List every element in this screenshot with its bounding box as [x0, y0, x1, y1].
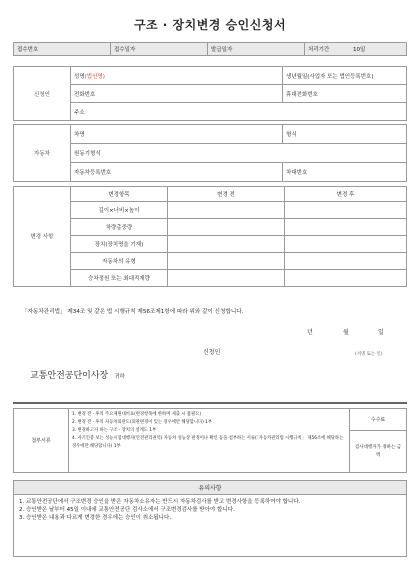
engine-field[interactable]	[71, 144, 407, 163]
after-field[interactable]	[285, 253, 407, 270]
birth-field[interactable]	[283, 67, 407, 85]
notice-body	[14, 495, 407, 557]
mobile-field[interactable]	[283, 85, 407, 103]
change-item-label: 자동차의 유형	[71, 253, 168, 270]
processing-days: 10일	[353, 47, 366, 53]
notice-table	[13, 480, 407, 557]
name-label: 성명	[74, 73, 85, 80]
date-day: 일	[378, 329, 384, 336]
car-name-field[interactable]	[71, 125, 283, 144]
processing-period-label: 처리기간	[308, 47, 330, 53]
change-item-label: 장치(장치명을 기재)	[71, 236, 168, 253]
before-field[interactable]	[168, 253, 285, 270]
after-field[interactable]	[285, 236, 407, 253]
issue-date-label: 발급일자	[208, 43, 305, 56]
document-item: 1. 변경 전 · 후의 주요제원대비표(변경항목에 한하며 제출 시 불필요)	[72, 412, 202, 417]
documents-list	[69, 409, 350, 473]
statement-text: 「자동차관리법」 제34조 및 같은 법 시행규칙 제56조제1항에 따라 위와 같이 신청합니다.	[22, 309, 244, 315]
recipient-name: 교통안전공단이사장	[30, 371, 109, 381]
address-label: 주소	[74, 109, 85, 116]
document-item: 3. 변경하고자 하는 구조 · 장치의 설계도 1부	[72, 428, 157, 433]
documents-label: 첨부서류	[14, 409, 69, 473]
changes-table	[13, 186, 407, 287]
name-field[interactable]	[71, 67, 283, 85]
car-reg-field[interactable]	[71, 163, 283, 182]
model-field[interactable]	[283, 125, 407, 144]
after-field[interactable]	[285, 219, 407, 236]
before-field[interactable]	[168, 236, 285, 253]
before-field[interactable]	[168, 270, 285, 287]
col-item-header: 변경항목	[71, 187, 168, 202]
header-table	[13, 42, 407, 56]
notice-item: 2. 승인받은 날부터 45일 이내에 교통안전공단 검사소에서 구조변경검사를 받아야 합니다.	[19, 507, 235, 513]
documents-table	[13, 408, 407, 473]
vin-field[interactable]	[283, 163, 407, 182]
mobile-label: 휴대전화번호	[286, 91, 318, 98]
divider	[13, 402, 407, 404]
vehicle-section-label: 자동차	[14, 125, 71, 182]
car-reg-label: 자동차등록번호	[74, 170, 112, 176]
fee-value: 검사대행자가 정하는 금액	[350, 431, 407, 473]
vehicle-table	[13, 124, 407, 182]
changes-section-label: 변경 사항	[14, 187, 71, 287]
corp-name-label: (법인명)	[84, 73, 105, 80]
receipt-date-label: 접수일자	[111, 43, 208, 56]
change-item-label: 길이×너비×높이	[71, 202, 168, 219]
phone-label: 전화번호	[74, 91, 96, 98]
birth-label: 생년월일(사업자 또는 법인등록번호)	[286, 73, 374, 80]
address-field[interactable]	[71, 103, 407, 121]
applicant-section-label: 신청인	[14, 67, 71, 121]
before-field[interactable]	[168, 202, 285, 219]
fee-label: 수수료	[350, 409, 407, 431]
applicant-sign-label: 신청인	[203, 349, 221, 356]
sign-note: (서명 또는 인)	[355, 352, 383, 357]
change-item-label: 승차정원 또는 최대적재량	[71, 270, 168, 287]
phone-field[interactable]	[71, 85, 283, 103]
recipient-suffix: 귀하	[114, 374, 125, 380]
receipt-no-label: 접수번호	[14, 43, 111, 56]
change-item-label: 차량총중량	[71, 219, 168, 236]
before-field[interactable]	[168, 219, 285, 236]
col-before-header: 변경 전	[168, 187, 285, 202]
recipient	[30, 368, 125, 381]
document-item: 2. 변경 전 · 후의 자동차외관도(외관변경이 있는 경우에만 해당합니다) 1부	[72, 420, 213, 425]
notice-title: 유의사항	[14, 481, 407, 495]
document-item: 4. 자기인증 보는 성능시험대행자(안전관리권역) 자동차 성능상 판정이나 확인 등을 첨부하는 서류(「자동차관리법 시행규칙」 제56조에 해당하는 경우에만 해당합니다) 1부	[72, 436, 344, 449]
form-title: 구조 · 장치변경 승인신청서	[133, 18, 287, 32]
after-field[interactable]	[285, 202, 407, 219]
date-year: 년	[307, 329, 313, 336]
applicant-table	[13, 66, 407, 121]
processing-period-cell	[305, 43, 407, 56]
notice-item: 1. 교통안전공단에서 구조변경 승인을 받은 자동차소유자는 반드시 자동차검사를 받고 변경사항을 등록하여야 합니다.	[19, 499, 301, 505]
date-month: 월	[343, 329, 349, 336]
vin-label: 차대번호	[286, 170, 308, 176]
model-label: 형식	[286, 132, 297, 138]
engine-label: 원동기형식	[74, 151, 101, 157]
notice-item: 3. 승인받은 내용과 다르게 변경한 경우에는 승인이 취소됩니다.	[19, 515, 172, 521]
after-field[interactable]	[285, 270, 407, 287]
col-after-header: 변경 후	[285, 187, 407, 202]
car-name-label: 차명	[74, 132, 85, 138]
